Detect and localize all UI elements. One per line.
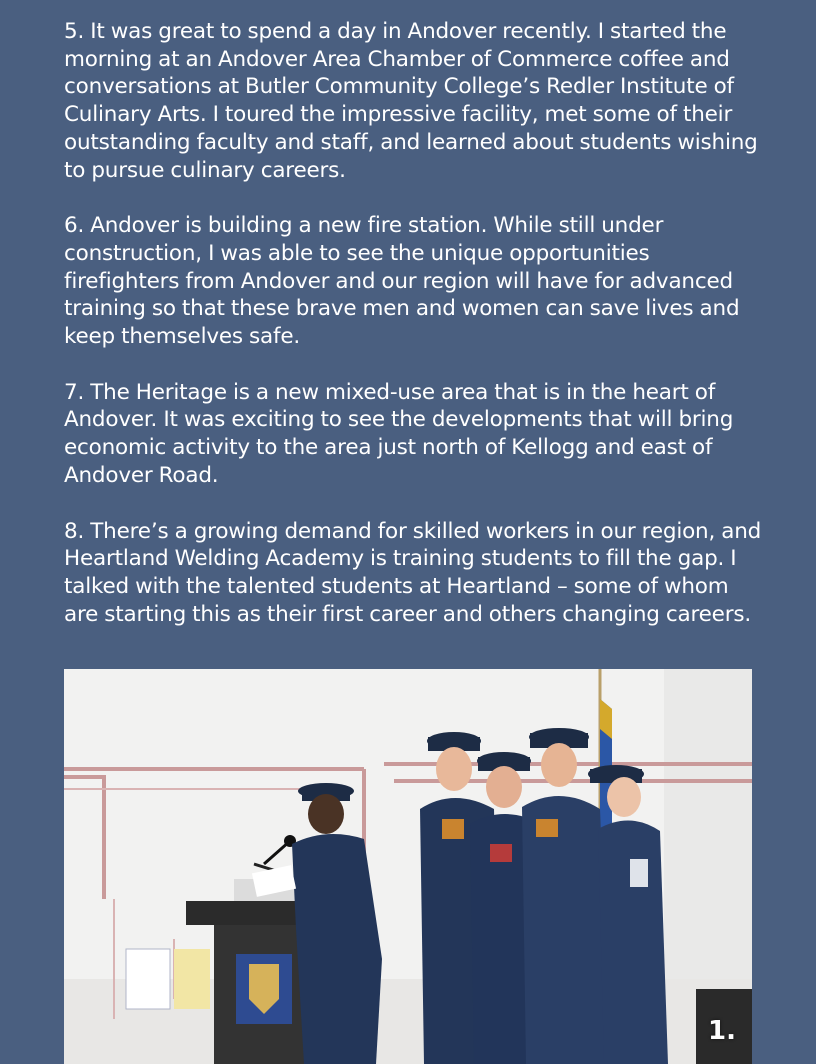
newsletter-body (64, 18, 764, 628)
paragraph-6: 6. Andover is building a new fire station. While still under construction, I was able to see the unique opportunities firefighters from Andover and our region will have for advanced training so that these brave men and women can save lives and keep themselves safe. (64, 213, 740, 350)
paragraph-5: 5. It was great to spend a day in Andover recently. I started the morning at an Andover Area Chamber of Commerce coffee and conversations at Butler Community College’s Redler Institute of Culinary Arts. I toured the impressive facility, met some of their outstanding faculty and staff, and learned about students wishing to pursue culinary careers. (64, 19, 758, 183)
paragraph-7: 7. The Heritage is a new mixed-use area that is in the heart of Andover. It was exciting to see the developments that will bring economic activity to the area just north of Kellogg and east of Andover Road. (64, 379, 734, 488)
photo-number-label: 1. (708, 1016, 736, 1046)
wall-sign (126, 949, 170, 1009)
wall-sign-yellow (174, 949, 210, 1009)
ceremony-photo (64, 669, 752, 1064)
ceremony-illustration (64, 669, 752, 1064)
paragraph-8: 8. There’s a growing demand for skilled workers in our region, and Heartland Welding Academy is training students to fill the gap. I talked with the talented students at Heartland – some of whom are starting this as their first career and others changing careers. (64, 518, 762, 627)
